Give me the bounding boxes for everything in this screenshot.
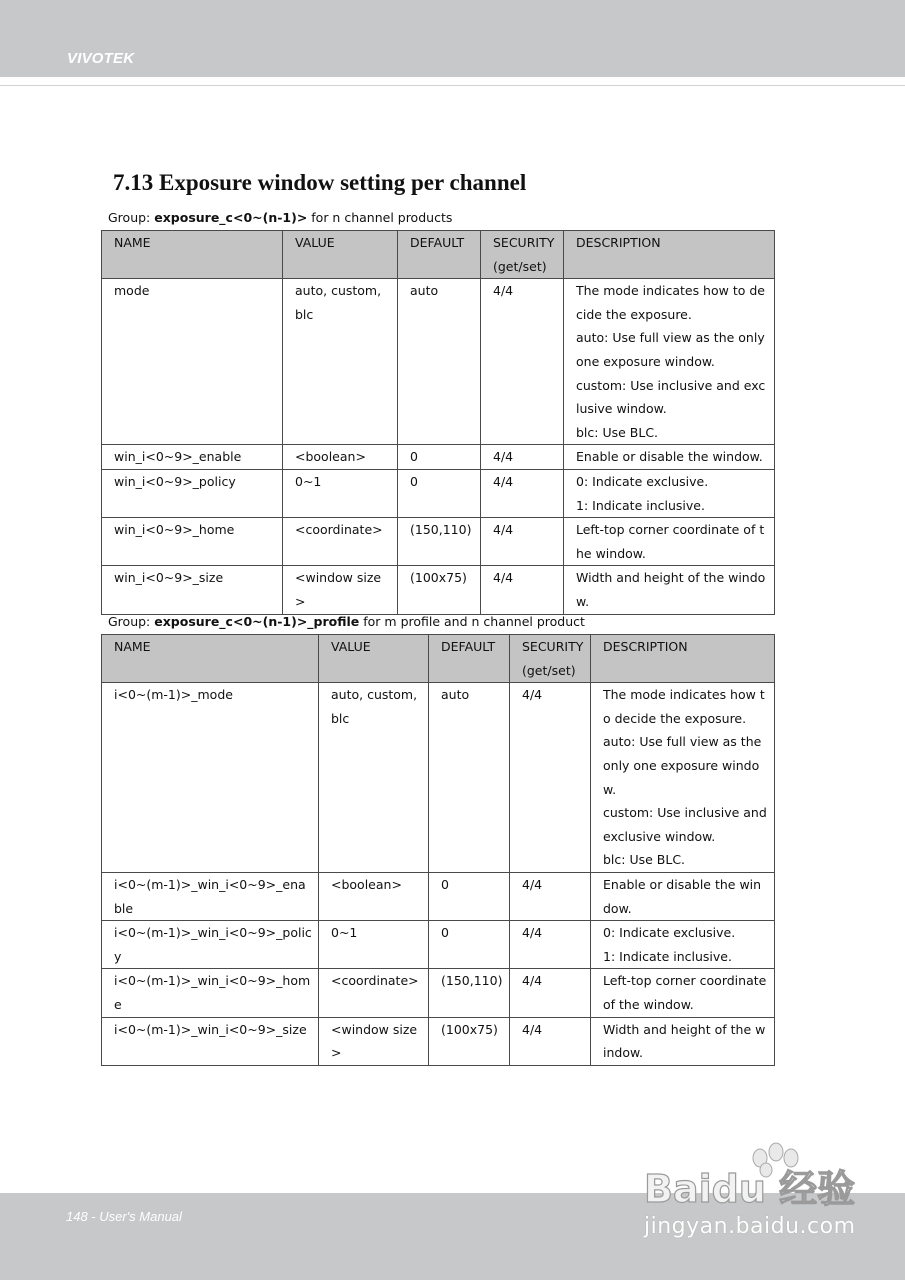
watermark-url: jingyan.baidu.com — [644, 1214, 856, 1239]
description-line: 0: Indicate exclusive. — [576, 473, 709, 489]
description-line: auto: Use full view as the only one exposure window. — [576, 330, 765, 369]
col-header-default: DEFAULT — [398, 231, 481, 279]
param-security: 4/4 — [510, 683, 591, 873]
table-row — [102, 921, 775, 969]
param-description — [591, 683, 775, 873]
param-name: win_i<0~9>_size — [102, 566, 283, 614]
param-description — [564, 445, 775, 470]
param-security: 4/4 — [481, 469, 564, 517]
col-header-description: DESCRIPTION — [564, 231, 775, 279]
col-header-value: VALUE — [283, 231, 398, 279]
param-default: (100x75) — [429, 1017, 510, 1065]
param-default: (150,110) — [398, 518, 481, 566]
param-name: win_i<0~9>_enable — [102, 445, 283, 470]
parameter-table-1 — [101, 230, 775, 615]
parameter-table-2 — [101, 634, 775, 1066]
watermark-logo-text: Baidu 经验 — [644, 1167, 856, 1211]
param-security: 4/4 — [481, 279, 564, 445]
param-value: auto, custom, blc — [319, 683, 429, 873]
description-line: Left-top corner coordinate of the window. — [603, 973, 767, 1012]
param-name: mode — [102, 279, 283, 445]
description-line: 1: Indicate inclusive. — [576, 497, 705, 513]
header-divider — [0, 85, 905, 86]
description-line: Enable or disable the window. — [603, 876, 762, 916]
param-value: <window size> — [319, 1017, 429, 1065]
param-security: 4/4 — [510, 921, 591, 969]
param-description — [591, 921, 775, 969]
param-description — [564, 518, 775, 566]
param-security: 4/4 — [481, 518, 564, 566]
param-description — [591, 1017, 775, 1065]
param-name: i<0~(m-1)>_win_i<0~9>_home — [102, 969, 319, 1017]
param-default: auto — [398, 279, 481, 445]
col-header-default: DEFAULT — [429, 635, 510, 683]
param-value: <coordinate> — [283, 518, 398, 566]
table-row — [102, 469, 775, 517]
table-row — [102, 872, 775, 920]
param-description — [564, 566, 775, 614]
param-value: <boolean> — [283, 445, 398, 470]
param-default: 0 — [429, 921, 510, 969]
param-value: <coordinate> — [319, 969, 429, 1017]
param-name: i<0~(m-1)>_win_i<0~9>_size — [102, 1017, 319, 1065]
table-row — [102, 1017, 775, 1065]
col-header-name: NAME — [102, 635, 319, 683]
table-header-row — [102, 231, 775, 279]
param-description — [591, 872, 775, 920]
table-header-row — [102, 635, 775, 683]
description-line: custom: Use inclusive and exclusive window. — [576, 377, 766, 417]
col-header-security: SECURITY (get/set) — [481, 231, 564, 279]
param-name: i<0~(m-1)>_mode — [102, 683, 319, 873]
description-line: blc: Use BLC. — [576, 424, 659, 440]
description-line: Width and height of the window. — [603, 1021, 766, 1061]
param-default: (150,110) — [429, 969, 510, 1017]
table-row — [102, 279, 775, 445]
param-default: auto — [429, 683, 510, 873]
param-value: 0~1 — [283, 469, 398, 517]
header-bar — [0, 0, 905, 77]
group-caption-2 — [108, 614, 585, 630]
param-name: i<0~(m-1)>_win_i<0~9>_policy — [102, 921, 319, 969]
param-security: 4/4 — [510, 872, 591, 920]
group-suffix: for m profile and n channel product — [359, 614, 585, 629]
param-default: 0 — [429, 872, 510, 920]
table-row — [102, 518, 775, 566]
param-default: 0 — [398, 445, 481, 470]
param-security: 4/4 — [510, 969, 591, 1017]
param-security: 4/4 — [510, 1017, 591, 1065]
col-header-name: NAME — [102, 231, 283, 279]
table-body — [102, 683, 775, 1066]
param-name: win_i<0~9>_home — [102, 518, 283, 566]
section-title: 7.13 Exposure window setting per channel — [113, 170, 527, 195]
param-description — [591, 969, 775, 1017]
page-number: 148 - User's Manual — [66, 1209, 182, 1224]
param-description — [564, 279, 775, 445]
group-prefix: Group: — [108, 210, 155, 225]
description-line: Width and height of the window. — [576, 570, 766, 609]
brand-logo: VIVOTEK — [67, 50, 135, 67]
param-value: 0~1 — [319, 921, 429, 969]
group-prefix: Group: — [108, 614, 155, 629]
param-default: 0 — [398, 469, 481, 517]
table-row — [102, 566, 775, 614]
table-row — [102, 445, 775, 470]
param-description — [564, 469, 775, 517]
description-line: The mode indicates how to decide the exposure. — [603, 687, 765, 726]
col-header-description: DESCRIPTION — [591, 635, 775, 683]
table-row — [102, 969, 775, 1017]
col-header-security: SECURITY (get/set) — [510, 635, 591, 683]
group-name: exposure_c<0~(n-1)> — [154, 210, 308, 225]
param-security: 4/4 — [481, 445, 564, 470]
group-suffix: for n channel products — [307, 210, 453, 225]
description-line: 0: Indicate exclusive. — [603, 925, 736, 941]
description-line: Enable or disable the window. — [576, 449, 763, 465]
param-default: (100x75) — [398, 566, 481, 614]
col-header-value: VALUE — [319, 635, 429, 683]
table-body — [102, 279, 775, 614]
param-name: win_i<0~9>_policy — [102, 469, 283, 517]
description-line: The mode indicates how to decide the exposure. — [576, 283, 765, 322]
group-caption-1 — [108, 210, 452, 226]
description-line: auto: Use full view as the only one exposure window. — [603, 734, 762, 797]
param-name: i<0~(m-1)>_win_i<0~9>_enable — [102, 872, 319, 920]
param-value: auto, custom, blc — [283, 279, 398, 445]
description-line: 1: Indicate inclusive. — [603, 948, 732, 964]
description-line: custom: Use inclusive and exclusive window. — [603, 805, 767, 844]
description-line: blc: Use BLC. — [603, 852, 686, 868]
description-line: Left-top corner coordinate of the window. — [576, 522, 765, 561]
param-security: 4/4 — [481, 566, 564, 614]
param-value: <window size> — [283, 566, 398, 614]
table-row — [102, 683, 775, 873]
param-value: <boolean> — [319, 872, 429, 920]
group-name: exposure_c<0~(n-1)>_profile — [154, 614, 360, 629]
